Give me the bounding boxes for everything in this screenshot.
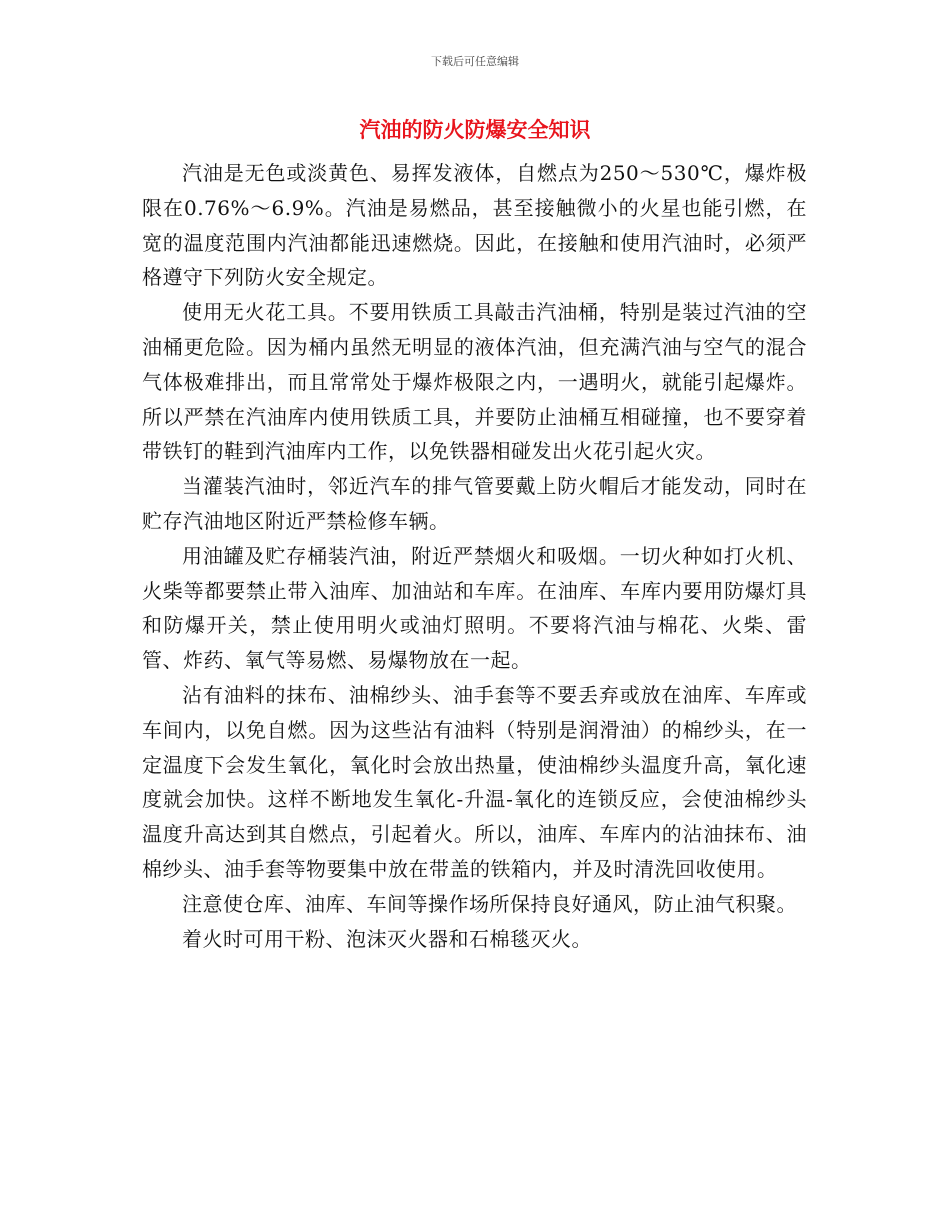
paragraph-ventilation: 注意使仓库、油库、车间等操作场所保持良好通风，防止油气积聚。	[182, 891, 797, 916]
paragraph-oily-rags: 沾有油料的抹布、油棉纱头、油手套等不要丢弃或放在油库、车库或车间内，以免自燃。因为这些沾有油料（特别是润滑油）的棉纱头，在一定温度下会发生氧化，氧化时会放出热量，使油棉纱头温度升高，氧化速度就会加快。这样不断地发生氧化-升温-氧化的连锁反应，会使油棉纱头温度升高达到其自燃点，引起着火。所以，油库、车库内的沾油抹布、油棉纱头、油手套等物要集中放在带盖的铁箱内，并及时清洗回收使用。	[142, 682, 807, 881]
paragraph-spark-free-tools: 使用无火花工具。不要用铁质工具敲击汽油桶，特别是装过汽油的空油桶更危险。因为桶内虽然无明显的液体汽油，但充满汽油与空气的混合气体极难排出，而且常常处于爆炸极限之内，一遇明火，就能引起爆炸。所以严禁在汽油库内使用铁质工具，并要防止油桶互相碰撞，也不要穿着带铁钉的鞋到汽油库内工作，以免铁器相碰发出火花引起火灾。	[142, 300, 807, 464]
paragraph-storage: 用油罐及贮存桶装汽油，附近严禁烟火和吸烟。一切火种如打火机、火柴等都要禁止带入油库、加油站和车库。在油库、车库内要用防爆灯具和防爆开关，禁止使用明火或油灯照明。不要将汽油与棉花、火柴、雷管、炸药、氧气等易燃、易爆物放在一起。	[142, 543, 807, 673]
paragraph-refueling: 当灌装汽油时，邻近汽车的排气管要戴上防火帽后才能发动，同时在贮存汽油地区附近严禁检修车辆。	[142, 474, 807, 533]
paragraph-extinguishing: 着火时可用干粉、泡沫灭火器和石棉毯灭火。	[182, 926, 592, 951]
document-body	[142, 156, 807, 956]
document-title: 汽油的防火防爆安全知识	[359, 118, 591, 142]
page-header-note: 下载后可任意编辑	[431, 55, 519, 68]
paragraph-intro: 汽油是无色或淡黄色、易挥发液体，自燃点为250～530℃，爆炸极限在0.76%～6.9%。汽油是易燃品，甚至接触微小的火星也能引燃，在宽的温度范围内汽油都能迅速燃烧。因此，在接触和使用汽油时，必须严格遵守下列防火安全规定。	[142, 161, 807, 290]
